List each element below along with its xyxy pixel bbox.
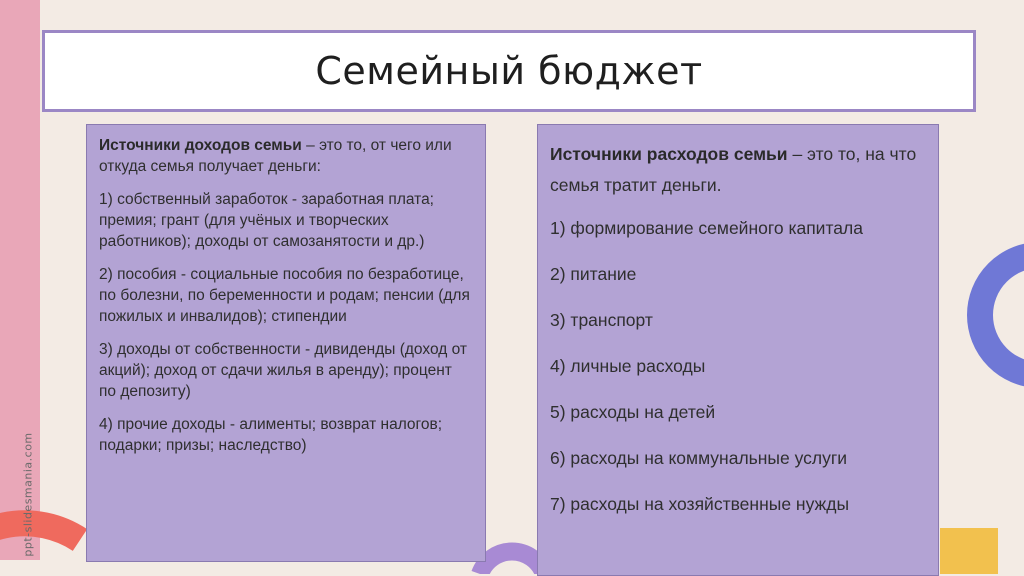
expenses-lead-text: – это то, на что семья тратит деньги. <box>550 144 917 195</box>
expenses-lead <box>550 139 926 201</box>
expenses-item: 4) личные расходы <box>550 356 706 376</box>
expenses-lead-bold: Источники расходов семьи <box>550 144 788 164</box>
income-item: 3) доходы от собственности - дивиденды (доход от акций); доход от сдачи жилья в аренду); процент по депозиту) <box>99 341 467 400</box>
income-item: 2) пособия - социальные пособия по безработице, по болезни, по беременности и родам; пенсии (для пожилых и инвалидов); стипендии <box>99 266 470 325</box>
expenses-item: 7) расходы на хозяйственные нужды <box>550 494 850 514</box>
income-lead-text: – это то, от чего или откуда семья получает деньги: <box>99 137 452 175</box>
income-item: 1) собственный заработок - заработная плата; премия; грант (для учёных и творческих работников); доходы от самозанятости и др.) <box>99 191 434 250</box>
income-lead <box>99 135 473 177</box>
slide-title: Семейный бюджет <box>315 49 703 93</box>
expenses-item: 5) расходы на детей <box>550 402 716 422</box>
expenses-item: 6) расходы на коммунальные услуги <box>550 448 848 468</box>
title-box <box>42 30 976 112</box>
expenses-item: 2) питание <box>550 264 637 284</box>
income-panel <box>86 124 486 562</box>
yellow-square-decoration <box>940 528 998 574</box>
blue-ring-decoration <box>960 240 1024 390</box>
watermark: ppt-slidesmania.com <box>21 432 35 557</box>
income-item: 4) прочие доходы - алименты; возврат налогов; подарки; призы; наследство) <box>99 416 443 454</box>
income-lead-bold: Источники доходов семьи <box>99 137 302 154</box>
expenses-panel <box>537 124 939 576</box>
red-arc-decoration <box>0 420 90 574</box>
expenses-item: 3) транспорт <box>550 310 653 330</box>
expenses-item: 1) формирование семейного капитала <box>550 218 863 238</box>
